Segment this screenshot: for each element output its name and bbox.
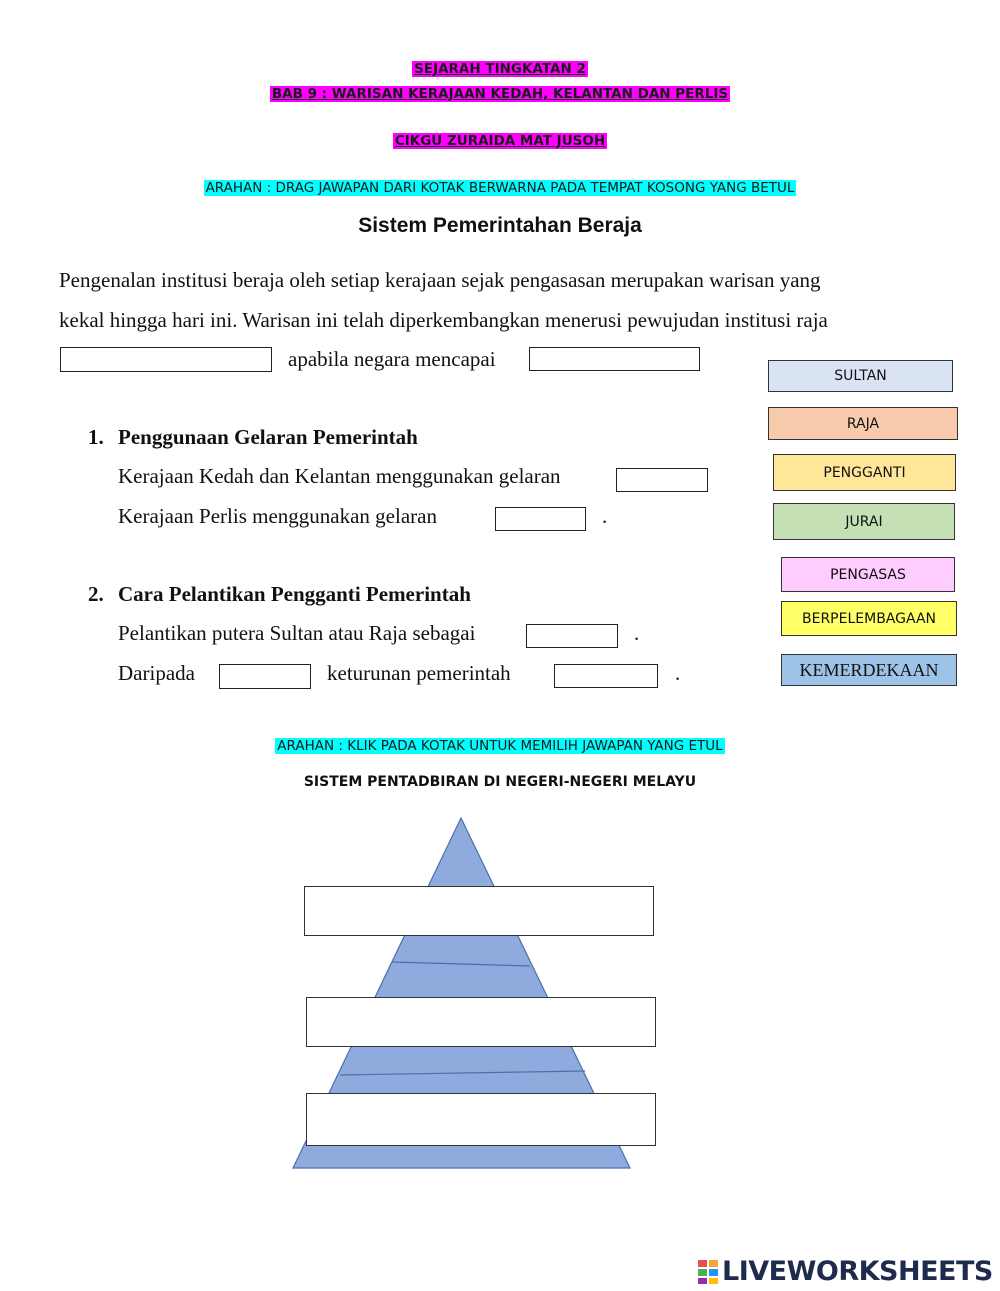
item2-line-2-period: . xyxy=(675,661,681,685)
pyramid-answer-box-bottom[interactable] xyxy=(306,1093,656,1146)
item2-line-2-start: Daripada xyxy=(118,661,195,685)
teacher-name: CIKGU ZURAIDA MAT JUSOH xyxy=(394,133,606,149)
option-pengganti[interactable]: PENGGANTI xyxy=(773,454,956,491)
click-instruction: ARAHAN : KLIK PADA KOTAK UNTUK MEMILIH JAWAPAN YANG ETUL xyxy=(277,738,723,754)
intro-line-1: Pengenalan institusi beraja oleh setiap kerajaan sejak pengasasan merupakan warisan yang xyxy=(59,268,821,292)
section-title: Sistem Pemerintahan Beraja xyxy=(358,214,642,237)
item1-heading: Penggunaan Gelaran Pemerintah xyxy=(118,425,418,449)
option-jurai[interactable]: JURAI xyxy=(773,503,955,540)
item2-heading: Cara Pelantikan Pengganti Pemerintah xyxy=(118,582,471,606)
item1-number: 1. xyxy=(88,425,104,449)
liveworksheets-logo-icon xyxy=(697,1259,719,1285)
drag-instruction: ARAHAN : DRAG JAWAPAN DARI KOTAK BERWARNA PADA TEMPAT KOSONG YANG BETUL xyxy=(205,180,795,196)
subject-title: SEJARAH TINGKATAN 2 xyxy=(414,61,586,77)
section2-title: SISTEM PENTADBIRAN DI NEGERI-NEGERI MELAYU xyxy=(303,774,697,790)
item1-line-2: Kerajaan Perlis menggunakan gelaran xyxy=(118,504,437,528)
option-kemerdekaan[interactable]: KEMERDEKAAN xyxy=(781,654,957,686)
pyramid-answer-box-top[interactable] xyxy=(304,886,654,936)
chapter-title: BAB 9 : WARISAN KERAJAAN KEDAH, KELANTAN DAN PERLIS xyxy=(271,86,729,102)
liveworksheets-logo: LIVEWORKSHEETS xyxy=(697,1256,993,1287)
option-pengasas[interactable]: PENGASAS xyxy=(781,557,955,592)
item1-line-2-period: . xyxy=(602,504,608,528)
item1-line-1: Kerajaan Kedah dan Kelantan menggunakan gelaran xyxy=(118,464,561,488)
item2-line-1: Pelantikan putera Sultan atau Raja sebagai xyxy=(118,621,476,645)
option-berpelembagaan[interactable]: BERPELEMBAGAAN xyxy=(781,601,957,636)
item2-number: 2. xyxy=(88,582,104,606)
intro-line-3-text: apabila negara mencapai xyxy=(288,347,496,371)
item2-line-2-mid: keturunan pemerintah xyxy=(327,661,511,685)
item2-line-1-period: . xyxy=(634,621,640,645)
option-sultan[interactable]: SULTAN xyxy=(768,360,953,392)
option-raja[interactable]: RAJA xyxy=(768,407,958,440)
pyramid-answer-box-middle[interactable] xyxy=(306,997,656,1047)
intro-line-2: kekal hingga hari ini. Warisan ini telah diperkembangkan menerusi pewujudan institusi raja xyxy=(59,308,828,332)
